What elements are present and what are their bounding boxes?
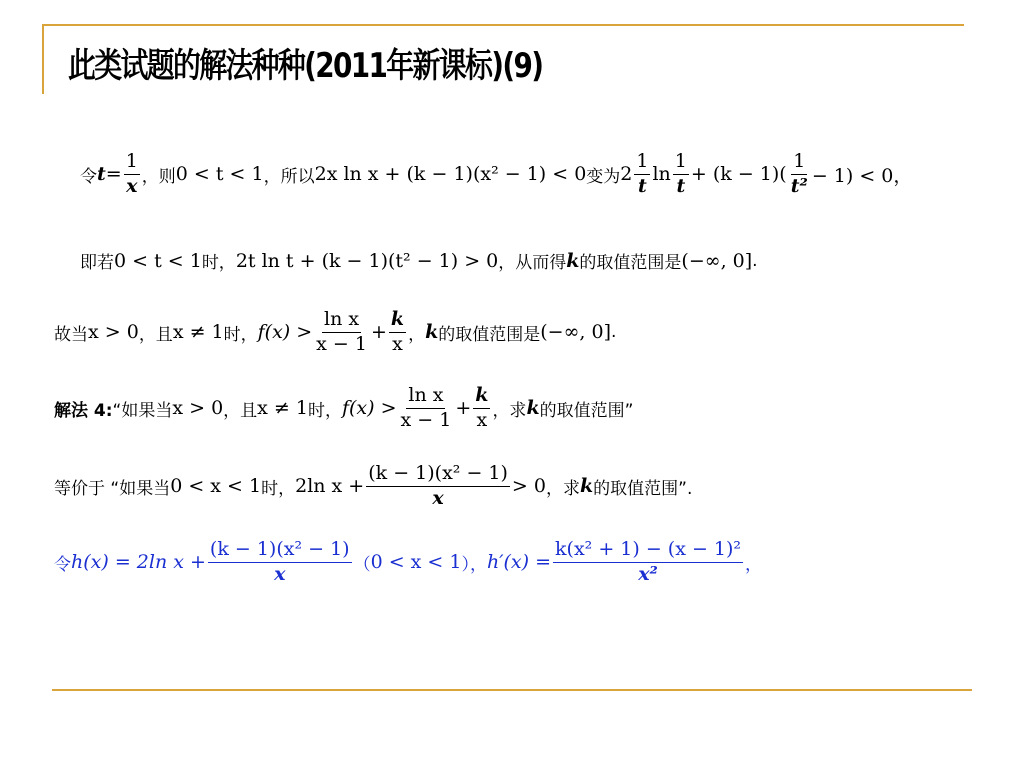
math: 0 < x < 1 (370, 551, 462, 574)
math: + (455, 397, 472, 420)
math: x > 0 (88, 321, 139, 344)
denominator: x (392, 332, 403, 355)
text: ，求 (545, 478, 580, 499)
math: + (370, 321, 387, 344)
text: 的取值范围是 (438, 324, 541, 345)
text: 的取值范围”. (593, 478, 693, 499)
line-substitution (80, 150, 912, 199)
fraction (208, 538, 352, 587)
denominator: x − 1 (400, 408, 452, 431)
fraction (553, 538, 743, 587)
math: x ≠ 1 (172, 321, 224, 344)
math: 0 < t < 1 (114, 249, 202, 272)
math: f(x) > (341, 397, 397, 420)
math: (−∞, 0] (681, 249, 753, 272)
text: 等价于 “如果当 (54, 478, 171, 499)
slide-title: 此类试题的解法种种(2011年新课标)(9) (68, 46, 543, 86)
text: ，所以 (263, 166, 315, 187)
text: 的取值范围是 (579, 253, 682, 273)
text: ，求 (492, 400, 527, 421)
text: ，则 (141, 166, 176, 187)
text: 时， (201, 253, 236, 273)
math: h′(x) = (486, 551, 552, 574)
denominator: t (676, 174, 686, 197)
fraction (314, 308, 369, 357)
denominator: x² (638, 562, 658, 585)
text: ，且 (138, 324, 173, 345)
numerator: ln x (406, 384, 445, 409)
text: ，且 (223, 400, 258, 421)
numerator: 1 (634, 150, 650, 175)
math: 2t ln t + (k − 1)(t² − 1) > 0 (235, 249, 499, 272)
fraction (389, 308, 406, 357)
numerator: ln x (322, 308, 361, 333)
text: “如果当 (112, 400, 173, 421)
fraction (124, 150, 140, 199)
math: 0 < x < 1 (170, 475, 262, 498)
math: x > 0 (172, 397, 224, 420)
math: (−∞, 0] (540, 321, 611, 344)
numerator: 1 (791, 150, 807, 175)
text: ， (745, 554, 763, 575)
line-equivalent (54, 462, 692, 511)
denominator: t (638, 174, 647, 197)
fraction (673, 150, 689, 199)
footer-rule (52, 689, 972, 691)
fraction (473, 384, 490, 433)
math: 2x ln x + (k − 1)(x² − 1) < 0 (314, 163, 587, 186)
math: 2ln x + (295, 475, 365, 498)
line-define-h (54, 538, 762, 587)
math: f(x) > (257, 321, 313, 344)
math: ln (652, 163, 671, 186)
text: 令 (80, 166, 97, 187)
text: 时， (307, 400, 342, 421)
method-label: 解法 4: (54, 400, 113, 421)
denominator: x (274, 562, 286, 585)
text: 的取值范围” (539, 400, 634, 421)
numerator: k (473, 384, 490, 409)
math: x ≠ 1 (257, 397, 308, 420)
numerator: (k − 1)(x² − 1) (366, 462, 510, 487)
text: 时， (261, 478, 296, 499)
math: 2 (620, 163, 633, 186)
text: . (752, 250, 758, 271)
text: （ (353, 554, 371, 575)
numerator: k(x² + 1) − (x − 1)² (553, 538, 743, 563)
fraction (366, 462, 510, 511)
title-left-rule (42, 26, 44, 94)
line-method-4 (54, 384, 633, 433)
title-top-rule (42, 24, 964, 26)
fraction (789, 150, 810, 199)
text: . (611, 322, 617, 343)
denominator: x (126, 174, 138, 197)
numerator: (k − 1)(x² − 1) (208, 538, 352, 563)
numerator: k (389, 308, 406, 333)
fraction (634, 150, 650, 199)
math: k (425, 321, 439, 344)
math: = (105, 163, 122, 186)
denominator: x − 1 (316, 332, 367, 355)
math: > 0 (511, 475, 546, 498)
math: t (97, 163, 106, 186)
math: 0 < t < 1 (175, 163, 264, 186)
text: ）， (461, 554, 487, 575)
line-conclusion-t (80, 248, 758, 273)
denominator: x (432, 486, 444, 509)
denominator: x (476, 408, 488, 431)
math: − 1) < 0， (811, 164, 913, 187)
text: ，从而得 (498, 253, 567, 273)
numerator: 1 (673, 150, 689, 175)
denominator: t² (790, 174, 808, 197)
math: k (579, 475, 594, 498)
text: ， (408, 324, 426, 345)
math: k (566, 249, 580, 272)
text: 故当 (54, 324, 88, 345)
text: 时， (223, 324, 258, 345)
text: 令 (54, 554, 71, 575)
math: k (526, 397, 540, 420)
numerator: 1 (124, 150, 140, 175)
math: + (k − 1)( (690, 163, 787, 186)
fraction (399, 384, 454, 433)
text: 即若 (80, 253, 114, 273)
text: 变为 (586, 166, 621, 187)
math: h(x) = 2ln x + (71, 551, 206, 574)
line-result (54, 308, 616, 357)
